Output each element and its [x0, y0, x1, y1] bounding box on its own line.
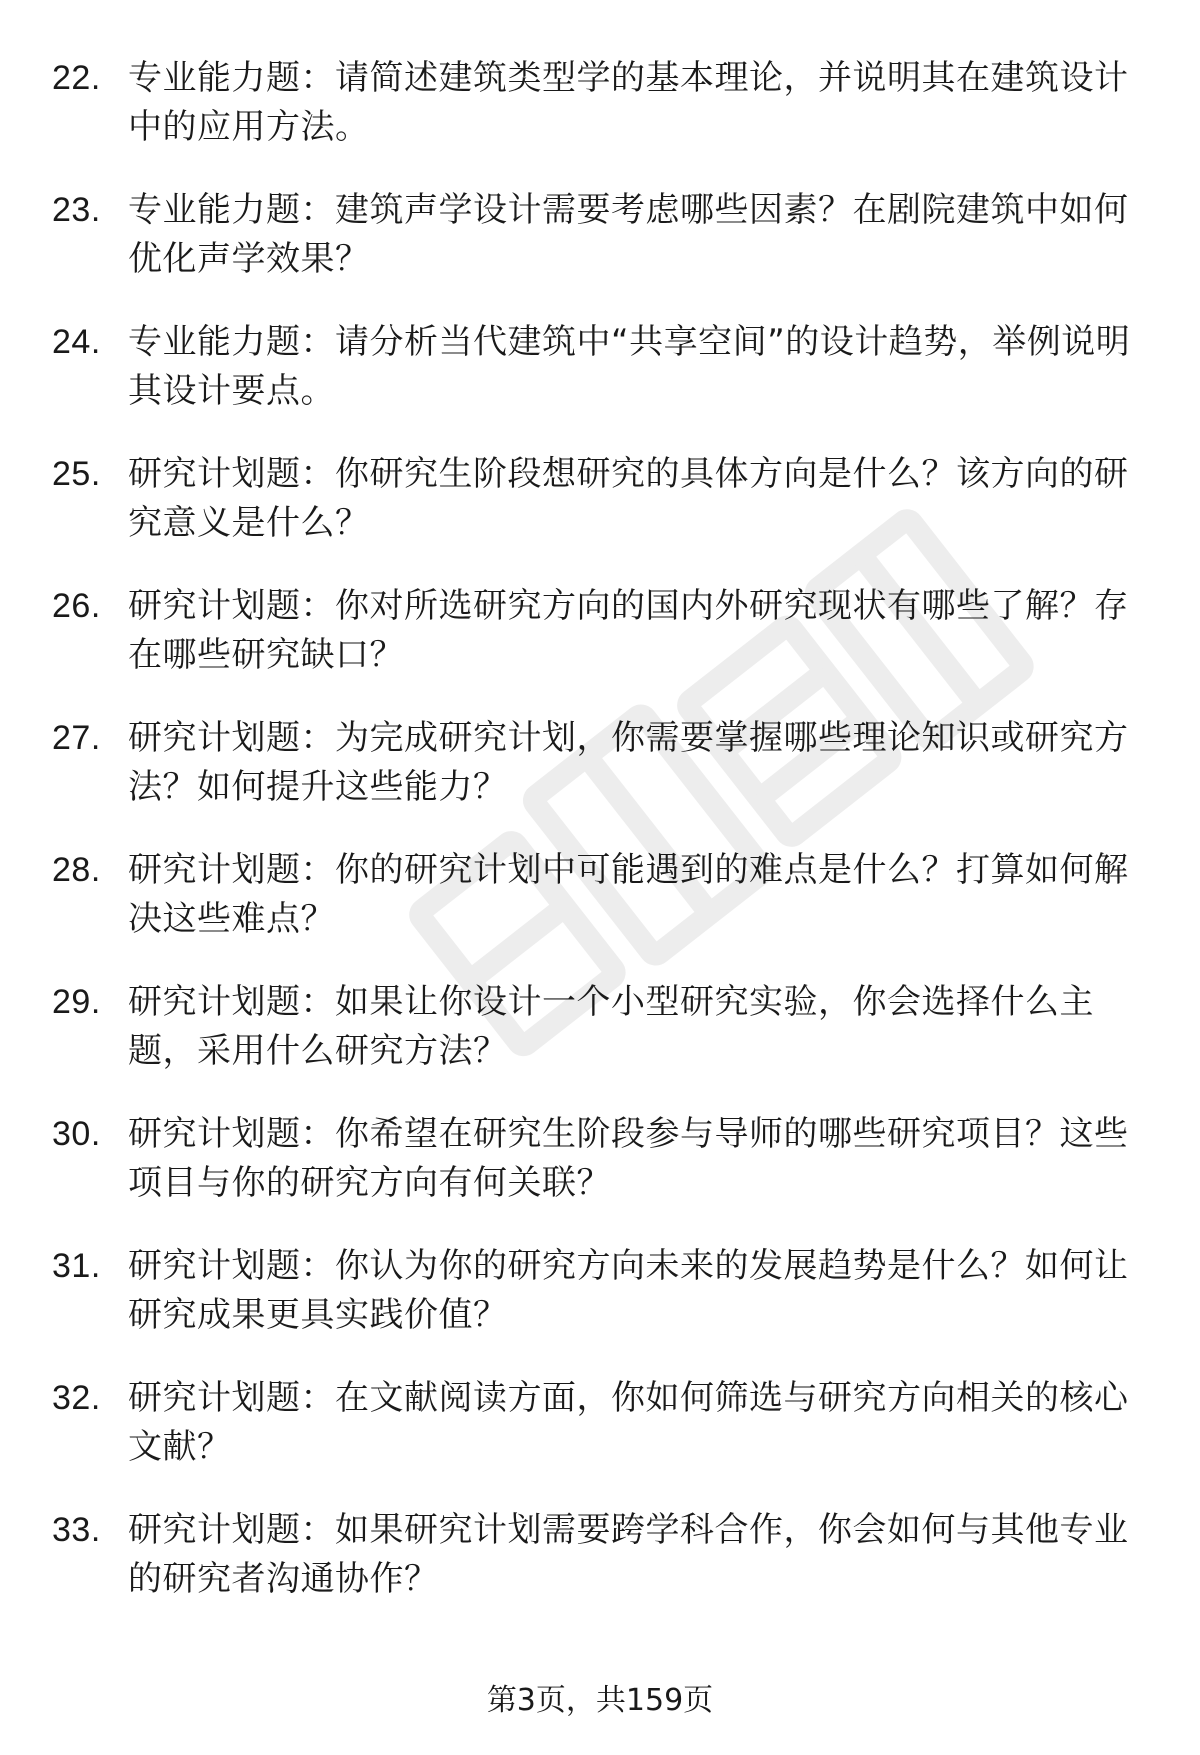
question-text: 研究计划题：你对所选研究方向的国内外研究现状有哪些了解？存在哪些研究缺口？ — [128, 586, 1129, 675]
question-number: 28. — [52, 851, 101, 889]
question-number: 23. — [52, 191, 101, 229]
question-item — [52, 54, 1152, 152]
question-text: 研究计划题：如果研究计划需要跨学科合作，你会如何与其他专业的研究者沟通协作？ — [128, 1510, 1129, 1599]
question-text: 研究计划题：在文献阅读方面，你如何筛选与研究方向相关的核心文献？ — [128, 1378, 1129, 1467]
question-number: 33. — [52, 1511, 101, 1549]
question-number: 25. — [52, 455, 101, 493]
question-item — [52, 318, 1152, 416]
question-number: 32. — [52, 1379, 101, 1417]
question-text: 研究计划题：你希望在研究生阶段参与导师的哪些研究项目？这些项目与你的研究方向有何关联？ — [128, 1114, 1129, 1203]
question-item — [52, 582, 1152, 680]
question-item — [52, 978, 1152, 1076]
question-text: 专业能力题：请分析当代建筑中“共享空间”的设计趋势，举例说明其设计要点。 — [128, 322, 1131, 411]
question-number: 27. — [52, 719, 101, 757]
question-text: 研究计划题：为完成研究计划，你需要掌握哪些理论知识或研究方法？如何提升这些能力？ — [128, 718, 1129, 807]
question-number: 22. — [52, 59, 101, 97]
question-text: 研究计划题：你研究生阶段想研究的具体方向是什么？该方向的研究意义是什么？ — [128, 454, 1129, 543]
question-number: 29. — [52, 983, 101, 1021]
question-number: 30. — [52, 1115, 101, 1153]
question-text: 专业能力题：建筑声学设计需要考虑哪些因素？在剧院建筑中如何优化声学效果？ — [128, 190, 1129, 279]
question-number: 24. — [52, 323, 101, 361]
question-text: 研究计划题：你认为你的研究方向未来的发展趋势是什么？如何让研究成果更具实践价值？ — [128, 1246, 1129, 1335]
question-text: 研究计划题：你的研究计划中可能遇到的难点是什么？打算如何解决这些难点？ — [128, 850, 1129, 939]
question-number: 31. — [52, 1247, 101, 1285]
question-number: 26. — [52, 587, 101, 625]
question-item — [52, 1242, 1152, 1340]
question-item — [52, 714, 1152, 812]
question-text: 研究计划题：如果让你设计一个小型研究实验，你会选择什么主题，采用什么研究方法？ — [128, 982, 1094, 1071]
question-list — [52, 54, 1152, 1638]
page-footer — [0, 1675, 1200, 1719]
question-item — [52, 1110, 1152, 1208]
question-item — [52, 186, 1152, 284]
question-item — [52, 1506, 1152, 1604]
question-item — [52, 846, 1152, 944]
question-text: 专业能力题：请简述建筑类型学的基本理论，并说明其在建筑设计中的应用方法。 — [128, 58, 1129, 147]
page-number-label: 第3页，共159页 — [486, 1683, 714, 1718]
question-item — [52, 450, 1152, 548]
question-item — [52, 1374, 1152, 1472]
